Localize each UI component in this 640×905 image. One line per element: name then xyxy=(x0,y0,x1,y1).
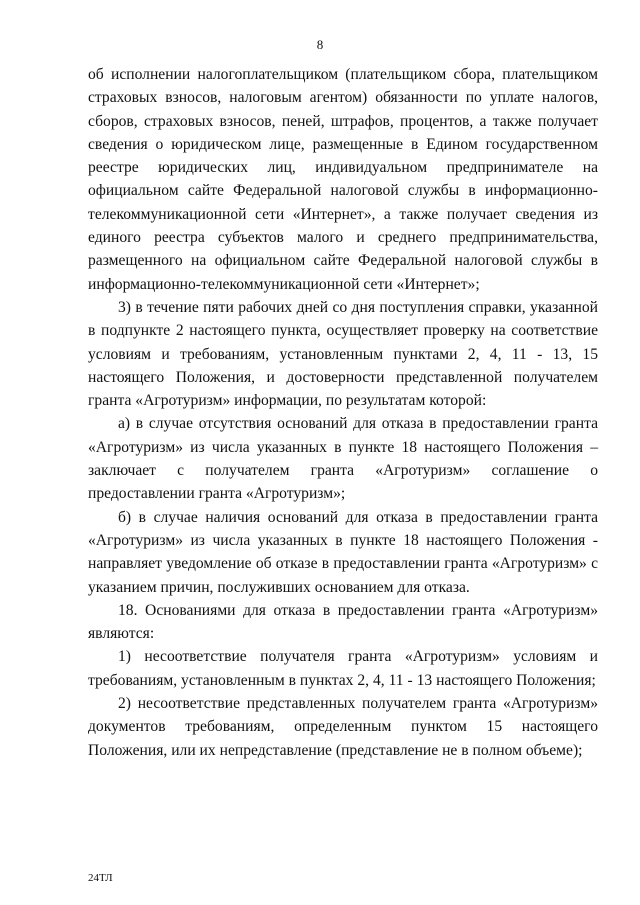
paragraph-item-3: 3) в течение пяти рабочих дней со дня поступления справки, указанной в подпункте 2 настоящего пункта, осуществляет проверку на соответствие условиям и требованиям, установленным пунктами 2, 4, 11 - 13, 15 настоящего Положения, и достоверности представленной получателем гранта «Агротуризм» информации, по результатам которой: xyxy=(88,298,598,410)
paragraph-subitem-a: а) в случае отсутствия оснований для отказа в предоставлении гранта «Агротуризм» из числа указанных в пункте 18 настоящего Положения – заключает с получателем гранта «Агротуризм» соглашение о предоставлении гранта «Агротуризм»; xyxy=(88,415,598,503)
page-number: 8 xyxy=(316,37,324,52)
paragraph-ground-2: 2) несоответствие представленных получателем гранта «Агротуризм» документов требованиям, определенным пунктом 15 настоящего Положения, или их непредставление (представление не в полном объеме); xyxy=(88,695,598,759)
document-body xyxy=(88,63,598,762)
footer-code: 24ТЛ xyxy=(88,872,113,884)
paragraph-section-18: 18. Основаниями для отказа в предоставлении гранта «Агротуризм» являются: xyxy=(88,601,598,643)
paragraph-subitem-b: б) в случае наличия оснований для отказа в предоставлении гранта «Агротуризм» из числа указанных в пункте 18 настоящего Положения - направляет уведомление об отказе в предоставлении гранта «Агротуризм» с указанием причин, послуживших основанием для отказа. xyxy=(88,508,598,596)
paragraph-ground-1: 1) несоответствие получателя гранта «Агротуризм» условиям и требованиям, установленным в пунктах 2, 4, 11 - 13 настоящего Положения; xyxy=(88,648,598,689)
paragraph-continuation: об исполнении налогоплательщиком (плательщиком сбора, плательщиком страховых взносов, налоговым агентом) обязанности по уплате налогов, сборов, страховых взносов, пеней, штрафов, процентов, а также получает сведения о юридическом лице, размещенные в Едином государственном реестре юридических лиц, индивидуальном предпринимателе на официальном сайте Федеральной налоговой службы в информационно-телекоммуникационной сети «Интернет», а также получает сведения из единого реестра субъектов малого и среднего предпринимательства, размещенного на официальном сайте Федеральной налоговой службы в информационно-телекоммуникационной сети «Интернет»; xyxy=(88,66,598,293)
